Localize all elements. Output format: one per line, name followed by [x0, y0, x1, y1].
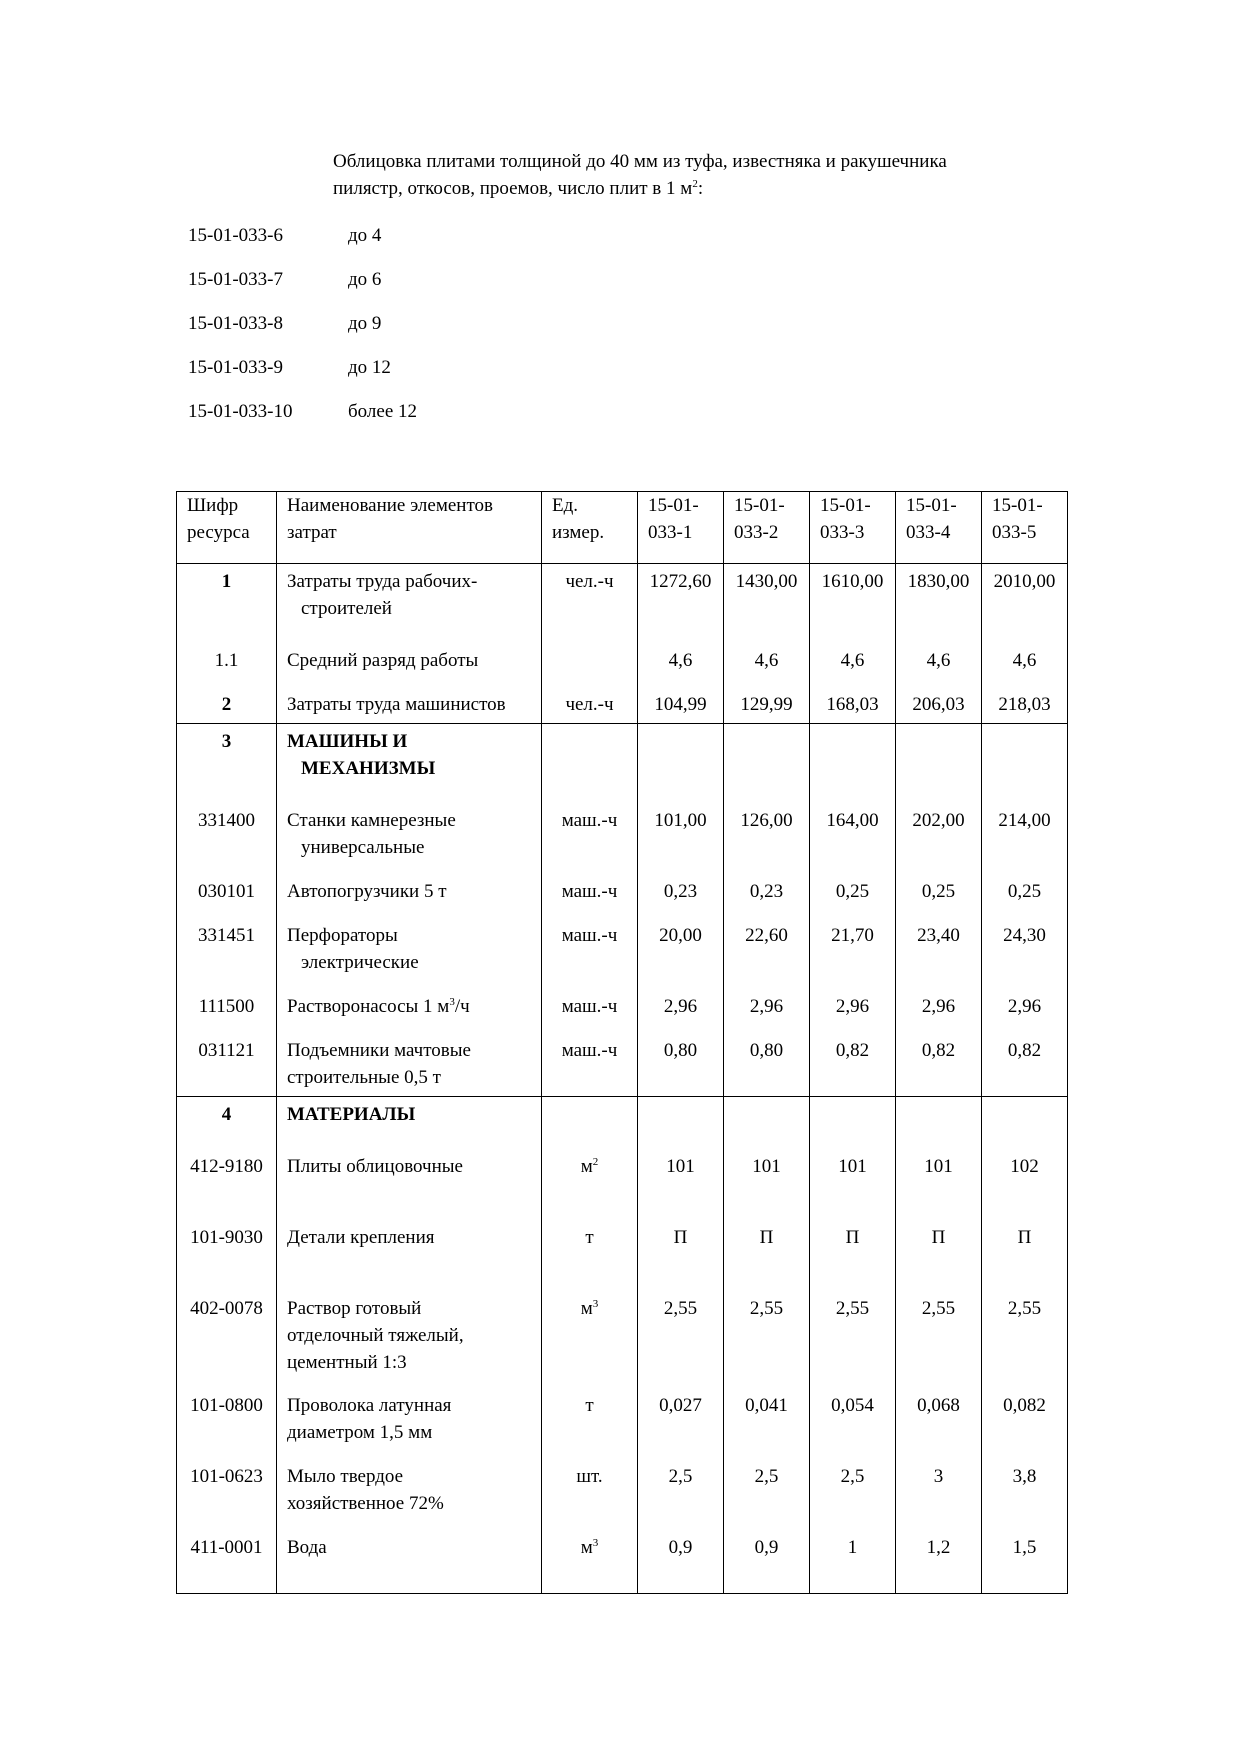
resource-code: 101-0623 [177, 1451, 277, 1522]
value-cell: 0,041 [724, 1380, 810, 1451]
unit-superscript: 3 [592, 1298, 599, 1310]
resource-unit [542, 1141, 638, 1212]
name-line: Проволока латунная [287, 1395, 452, 1416]
name-superscript: 3 [449, 996, 455, 1008]
resource-name [277, 1025, 542, 1097]
resource-unit [542, 795, 638, 866]
value-cell: 101 [810, 1141, 896, 1212]
name-line: Затраты труда рабочих- [287, 571, 478, 592]
value-cell: 4,6 [896, 635, 982, 679]
header-col-1: 15-01-033-1 [638, 492, 724, 564]
value-cell: 2,55 [810, 1283, 896, 1380]
value-cell: 22,60 [724, 910, 810, 981]
resource-unit [542, 635, 638, 679]
value-cell: 0,80 [724, 1025, 810, 1097]
value-cell: П [638, 1212, 724, 1283]
value-cell: 206,03 [896, 679, 982, 724]
value-cell: 1,5 [982, 1522, 1068, 1594]
value-cell: 2,55 [982, 1283, 1068, 1380]
value-cell: 2,5 [638, 1451, 724, 1522]
value-cell [896, 724, 982, 796]
value-cell: 0,027 [638, 1380, 724, 1451]
value-cell: 129,99 [724, 679, 810, 724]
resource-name [277, 1097, 542, 1142]
value-cell: 3 [896, 1451, 982, 1522]
value-cell: 2,96 [638, 981, 724, 1025]
value-cell: 1,2 [896, 1522, 982, 1594]
value-cell: 0,23 [724, 866, 810, 910]
resource-unit [542, 564, 638, 636]
value-cell: 4,6 [810, 635, 896, 679]
unit-text: шт. [576, 1466, 603, 1487]
value-cell: 0,80 [638, 1025, 724, 1097]
code: 15-01-033-10 [188, 401, 293, 422]
value-cell: 102 [982, 1141, 1068, 1212]
resource-name [277, 866, 542, 910]
value-cell: 2,5 [810, 1451, 896, 1522]
header-col-2: 15-01-033-2 [724, 492, 810, 564]
value-cell: 4,6 [638, 635, 724, 679]
section-title [333, 148, 1033, 202]
value-cell: 2,96 [982, 981, 1068, 1025]
value-cell: 0,82 [982, 1025, 1068, 1097]
value-cell: 2010,00 [982, 564, 1068, 636]
value-cell: 1830,00 [896, 564, 982, 636]
unit-text: чел.-ч [565, 571, 614, 592]
value-cell: 0,23 [638, 866, 724, 910]
value-cell: 0,25 [982, 866, 1068, 910]
resource-code: 111500 [177, 981, 277, 1025]
name-line: Раствор готовый [287, 1298, 422, 1319]
code-description: до 4 [348, 225, 382, 246]
resource-unit [542, 1212, 638, 1283]
value-cell: 0,9 [638, 1522, 724, 1594]
value-cell [810, 724, 896, 796]
unit-text: маш.-ч [561, 881, 618, 902]
value-cell [724, 724, 810, 796]
name-line: Станки камнерезные [287, 810, 456, 831]
unit-text: маш.-ч [561, 925, 618, 946]
value-cell: 0,82 [810, 1025, 896, 1097]
name-line: Плиты облицовочные [287, 1156, 463, 1177]
table-row [177, 1522, 1068, 1594]
resource-code: 101-0800 [177, 1380, 277, 1451]
code-description: до 9 [348, 313, 382, 334]
name-line: универсальные [301, 837, 425, 858]
name-line: отделочный тяжелый, [287, 1325, 464, 1346]
table-row [177, 564, 1068, 636]
resource-code: 4 [177, 1097, 277, 1142]
code: 15-01-033-6 [188, 225, 283, 246]
value-cell: 4,6 [982, 635, 1068, 679]
resource-name [277, 724, 542, 796]
name-line: Вода [287, 1537, 327, 1558]
name-line: МЕХАНИЗМЫ [301, 758, 436, 779]
resource-code: 3 [177, 724, 277, 796]
value-cell: 202,00 [896, 795, 982, 866]
section-title-line-2 [333, 175, 1033, 202]
table-row [177, 866, 1068, 910]
value-cell [896, 1097, 982, 1142]
name-line: Детали крепления [287, 1227, 435, 1248]
table-row [177, 635, 1068, 679]
resource-unit [542, 910, 638, 981]
value-cell: 1272,60 [638, 564, 724, 636]
table-row [177, 1025, 1068, 1097]
name-line: строителей [301, 598, 392, 619]
resource-code: 412-9180 [177, 1141, 277, 1212]
header-col-5: 15-01-033-5 [982, 492, 1068, 564]
value-cell: 0,068 [896, 1380, 982, 1451]
resource-code: 411-0001 [177, 1522, 277, 1594]
unit-text: м [580, 1156, 593, 1177]
header-name: Наименование элементов затрат [277, 492, 542, 564]
resource-name [277, 1522, 542, 1594]
resource-name [277, 1141, 542, 1212]
code-description: до 6 [348, 269, 382, 290]
code-description: до 12 [348, 357, 391, 378]
value-cell: 0,25 [810, 866, 896, 910]
table-row [177, 981, 1068, 1025]
value-cell: 2,96 [810, 981, 896, 1025]
table-row [177, 1380, 1068, 1451]
title-superscript: 2 [692, 178, 698, 190]
value-cell: 0,25 [896, 866, 982, 910]
unit-text: чел.-ч [565, 694, 614, 715]
name-line: хозяйственное 72% [287, 1493, 444, 1514]
value-cell: 168,03 [810, 679, 896, 724]
header-unit: Ед. измер. [542, 492, 638, 564]
resource-code: 030101 [177, 866, 277, 910]
value-cell: 23,40 [896, 910, 982, 981]
resource-unit [542, 1380, 638, 1451]
value-cell [982, 1097, 1068, 1142]
value-cell: П [724, 1212, 810, 1283]
unit-text: маш.-ч [561, 810, 618, 831]
value-cell [638, 1097, 724, 1142]
value-cell: 2,96 [724, 981, 810, 1025]
name-line: МАТЕРИАЛЫ [287, 1104, 416, 1125]
table-body [177, 492, 1068, 1594]
name-line: диаметром 1,5 мм [287, 1422, 433, 1443]
value-cell: П [896, 1212, 982, 1283]
name-line: Средний разряд работы [287, 650, 479, 671]
value-cell: 126,00 [724, 795, 810, 866]
value-cell: 164,00 [810, 795, 896, 866]
header-col-4: 15-01-033-4 [896, 492, 982, 564]
code: 15-01-033-8 [188, 313, 283, 334]
value-cell: 0,82 [896, 1025, 982, 1097]
value-cell: 3,8 [982, 1451, 1068, 1522]
value-cell [982, 724, 1068, 796]
value-cell: 101 [724, 1141, 810, 1212]
table-row [177, 1212, 1068, 1283]
code-description: более 12 [348, 401, 418, 422]
resource-unit [542, 1097, 638, 1142]
resource-name [277, 635, 542, 679]
name-line: МАШИНЫ И [287, 731, 408, 752]
resource-code: 031121 [177, 1025, 277, 1097]
resource-name [277, 679, 542, 724]
value-cell: П [810, 1212, 896, 1283]
unit-text: маш.-ч [561, 1040, 618, 1061]
name-line: Затраты труда машинистов [287, 694, 506, 715]
resource-unit [542, 1451, 638, 1522]
resource-name [277, 795, 542, 866]
resource-code: 331451 [177, 910, 277, 981]
section-title-line-1: Облицовка плитами толщиной до 40 мм из туфа, известняка и ракушечника [333, 151, 947, 172]
resource-code: 1 [177, 564, 277, 636]
value-cell: 2,55 [896, 1283, 982, 1380]
name-line: Автопогрузчики 5 т [287, 881, 447, 902]
unit-text: м [580, 1537, 593, 1558]
title-text: пилястр, откосов, проемов, число плит в 1 м [333, 178, 693, 199]
resource-unit [542, 1025, 638, 1097]
unit-superscript: 2 [592, 1156, 599, 1168]
table-row [177, 910, 1068, 981]
resource-name [277, 1380, 542, 1451]
name-suffix: /ч [454, 996, 470, 1017]
value-cell [638, 724, 724, 796]
value-cell: 2,55 [724, 1283, 810, 1380]
name-line: Растворонасосы 1 м [287, 996, 450, 1017]
value-cell [810, 1097, 896, 1142]
unit-superscript: 3 [592, 1537, 599, 1549]
resource-unit [542, 981, 638, 1025]
code: 15-01-033-7 [188, 269, 283, 290]
resource-code: 331400 [177, 795, 277, 866]
code: 15-01-033-9 [188, 357, 283, 378]
value-cell: 1610,00 [810, 564, 896, 636]
table-row [177, 724, 1068, 796]
value-cell: 2,96 [896, 981, 982, 1025]
name-line: Мыло твердое [287, 1466, 404, 1487]
resource-name [277, 981, 542, 1025]
resources-table [176, 491, 1068, 1594]
value-cell: 2,5 [724, 1451, 810, 1522]
value-cell: 101 [638, 1141, 724, 1212]
value-cell: 218,03 [982, 679, 1068, 724]
resource-code: 2 [177, 679, 277, 724]
resource-name [277, 1451, 542, 1522]
value-cell: 101 [896, 1141, 982, 1212]
resource-unit [542, 866, 638, 910]
table-row [177, 1097, 1068, 1142]
table-row [177, 1283, 1068, 1380]
resource-unit [542, 1522, 638, 1594]
table-row [177, 1141, 1068, 1212]
resource-unit [542, 1283, 638, 1380]
value-cell: П [982, 1212, 1068, 1283]
title-suffix: : [697, 178, 704, 199]
value-cell [724, 1097, 810, 1142]
value-cell: 104,99 [638, 679, 724, 724]
name-line: электрические [301, 952, 419, 973]
header-col-3: 15-01-033-3 [810, 492, 896, 564]
unit-text: т [585, 1227, 594, 1248]
name-line: Перфораторы [287, 925, 398, 946]
resource-code: 402-0078 [177, 1283, 277, 1380]
value-cell: 0,054 [810, 1380, 896, 1451]
value-cell: 0,082 [982, 1380, 1068, 1451]
value-cell: 2,55 [638, 1283, 724, 1380]
resource-name [277, 1283, 542, 1380]
resource-unit [542, 679, 638, 724]
value-cell: 1430,00 [724, 564, 810, 636]
table-header-row [177, 492, 1068, 564]
name-line: строительные 0,5 т [287, 1067, 441, 1088]
table-row [177, 679, 1068, 724]
value-cell: 20,00 [638, 910, 724, 981]
value-cell: 21,70 [810, 910, 896, 981]
table-row [177, 1451, 1068, 1522]
table-row [177, 795, 1068, 866]
resource-name [277, 910, 542, 981]
value-cell: 24,30 [982, 910, 1068, 981]
value-cell: 101,00 [638, 795, 724, 866]
value-cell: 0,9 [724, 1522, 810, 1594]
unit-text: т [585, 1395, 594, 1416]
header-code: Шифр ресурса [177, 492, 277, 564]
resource-code: 1.1 [177, 635, 277, 679]
resource-unit [542, 724, 638, 796]
unit-text: м [580, 1298, 593, 1319]
value-cell: 214,00 [982, 795, 1068, 866]
resource-name [277, 1212, 542, 1283]
resource-code: 101-9030 [177, 1212, 277, 1283]
unit-text: маш.-ч [561, 996, 618, 1017]
value-cell: 1 [810, 1522, 896, 1594]
value-cell: 4,6 [724, 635, 810, 679]
name-line: цементный 1:3 [287, 1352, 407, 1373]
name-line: Подъемники мачтовые [287, 1040, 471, 1061]
resource-name [277, 564, 542, 636]
